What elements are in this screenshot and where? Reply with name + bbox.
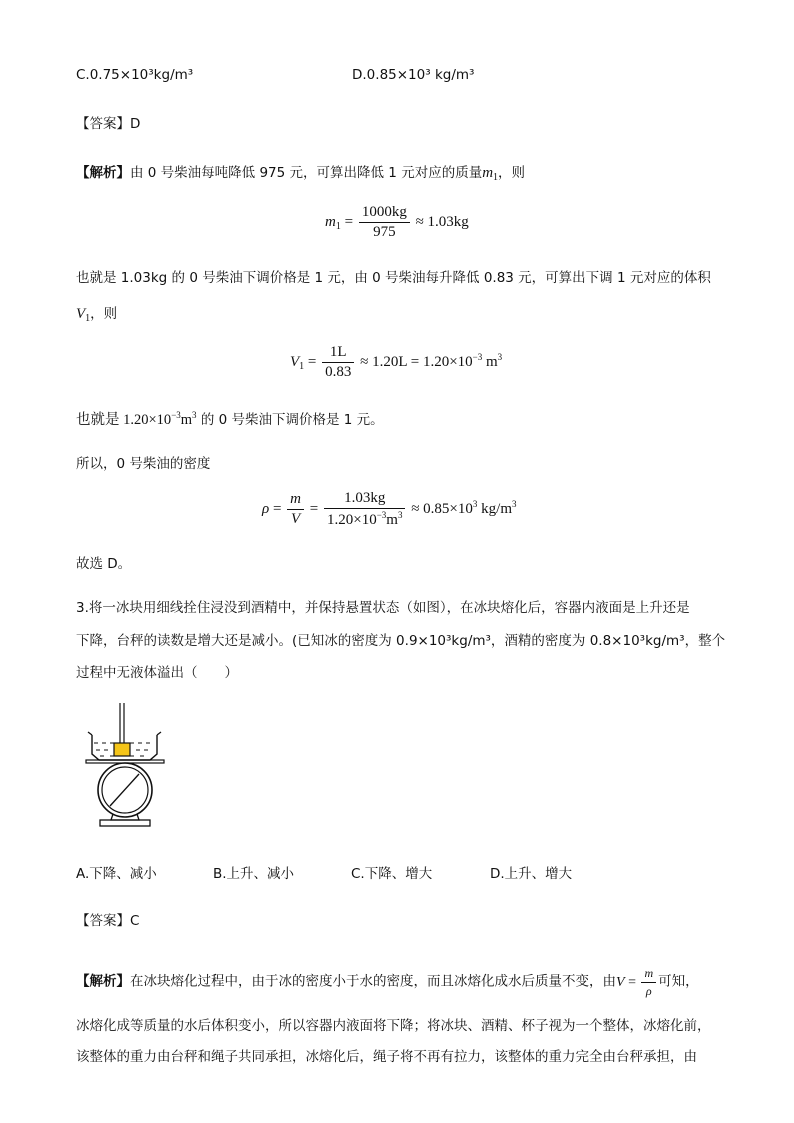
eq2-rhs-unit-exp: 3	[497, 351, 503, 362]
q3-option-a: A.下降、减小	[76, 866, 157, 882]
line3-b: m	[180, 412, 193, 428]
m1-sub: 1	[493, 172, 499, 183]
q3-option-c: C.下降、增大	[351, 866, 433, 882]
beaker-lip-right	[157, 732, 161, 735]
line3-a: 也就是 1.20×10	[76, 412, 172, 428]
q3-analysis-line-1: 【解析】在冰块熔化过程中，由于冰的密度小于水的密度，而且冰熔化成水后质量不变，由V = $\frac{m}{\rho}$ 可知，	[76, 966, 699, 998]
analysis-line-2: 也就是 1.03kg 的 0 号柴油下调价格是 1 元，由 0 号柴油每升降低 0.83 元，可算出下调 1 元对应的体积	[76, 270, 711, 286]
q3-line-2: 下降，台秤的读数是增大还是减小。(已知冰的密度为 0.9×10³kg/m³，酒精的密度为 0.8×10³kg/m³，整个	[76, 633, 726, 649]
eq1-lhs: m	[325, 213, 336, 230]
equation-density: ρ = $\frac{m}{V}$ = $\frac{1.03kg}{1.20\times 10^{-3}m^3}$ ≈ $0.85\times 10^3$ $kg/m^3$	[262, 490, 517, 528]
conclusion: 故选 D。	[76, 556, 132, 572]
eq1-rhs: ≈ 1.03kg	[415, 213, 469, 230]
eq3-den-base: 1.20×10	[326, 512, 377, 528]
eq1-fraction	[359, 204, 410, 241]
eq3-den-unit-exp: 3	[397, 510, 403, 520]
eq3-rhs-unit: kg/m	[477, 500, 512, 517]
formula-v: V	[616, 974, 625, 990]
eq2-lhs: V	[290, 353, 300, 370]
eq2-numerator: 1L	[322, 344, 354, 363]
analysis-line-1	[76, 161, 525, 183]
q3-line-3: 过程中无液体溢出（ ）	[76, 665, 238, 681]
q3-analysis-line-3: 该整体的重力由台秤和绳子共同承担，冰熔化后，绳子将不再有拉力，该整体的重力完全由台秤承担，由	[76, 1049, 697, 1065]
eq1-denominator: 975	[373, 224, 396, 240]
answer-label: 【答案】	[76, 116, 130, 132]
option-d: D.0.85×10³ kg/m³	[352, 67, 475, 83]
q3-analysis-end: 可知，	[658, 973, 699, 990]
option-c: C.0.75×10³kg/m³	[76, 67, 194, 83]
then-text: ，则	[498, 165, 526, 181]
eq3-v: V	[291, 511, 301, 527]
beaker-lip-left	[88, 732, 92, 735]
answer-q2	[76, 112, 140, 132]
eq3-denominator	[324, 509, 405, 529]
eq1-lhs-sub: 1	[335, 220, 341, 232]
eq2-rhs-unit: m	[482, 353, 498, 370]
eq2-denominator: 0.83	[325, 364, 352, 380]
eq3-fraction	[324, 490, 405, 529]
eq3-rhs-exp: 3	[472, 498, 478, 509]
eq2-lhs-sub: 1	[299, 360, 305, 372]
eq2-fraction	[322, 344, 354, 381]
eq3-rhs: ≈ 0.85×10	[411, 500, 473, 517]
scale-base	[100, 820, 150, 826]
eq1-numerator: 1000kg	[359, 204, 410, 223]
q3-option-b: B.上升、减小	[213, 866, 295, 882]
analysis-line-2b	[76, 302, 117, 324]
q3-analysis-line-2: 冰熔化成等质量的水后体积变小，所以容器内液面将下降；将冰块、酒精、杯子视为一个整体，冰熔化前，	[76, 1018, 711, 1034]
then2-text: ，则	[90, 306, 118, 322]
v1-sub: 1	[85, 313, 91, 324]
ice-cube	[114, 743, 130, 756]
v1-symbol: V	[76, 306, 86, 322]
equation-volume: $V_1$ = $\frac{1L}{0.83}$ ≈ $1.20L = 1.20\times 10^{-3}$ $m^3$	[290, 344, 503, 380]
line3-exp: −3	[171, 410, 181, 420]
q3-answer-value: C	[130, 913, 140, 929]
line3-c: 的 0 号柴油下调价格是 1 元。	[196, 412, 384, 428]
m1-symbol: m	[482, 165, 494, 181]
eq2-rhs-exp: −3	[472, 351, 483, 362]
eq3-mv-fraction	[287, 491, 304, 528]
eq2-rhs: ≈ 1.20L = 1.20×10	[360, 353, 473, 370]
scale-diagram	[80, 700, 180, 830]
analysis-label: 【解析】	[76, 165, 130, 181]
eq3-rhs-unit-exp: 3	[512, 498, 517, 509]
eq3-den-exp: −3	[376, 510, 387, 520]
analysis-line-4: 所以，0 号柴油的密度	[76, 456, 211, 472]
eq3-den-unit: m	[386, 512, 398, 528]
q3-line-1: 3.将一冰块用细线拴住浸没到酒精中，并保持悬置状态（如图），在冰块熔化后，容器内液面是上升还是	[76, 600, 690, 616]
formula-fraction	[641, 966, 656, 999]
answer-q3	[76, 909, 139, 929]
q3-option-d: D.上升、增大	[490, 866, 573, 882]
scale-needle	[110, 774, 139, 806]
q3-analysis-label: 【解析】	[76, 973, 130, 990]
eq3-numerator: 1.03kg	[324, 490, 405, 509]
equation-mass: $m_1$ = $\frac{1000kg}{975}$ ≈ 1.03kg	[325, 204, 469, 240]
analysis-line-3	[76, 408, 384, 429]
formula-rho: ρ	[645, 984, 652, 998]
eq3-m: m	[287, 491, 304, 510]
q3-answer-label: 【答案】	[76, 913, 130, 929]
answer-value: D	[130, 116, 141, 132]
formula-m: m	[641, 966, 656, 983]
analysis-text: 由 0 号柴油每吨降低 975 元，可算出降低 1 元对应的质量	[130, 165, 483, 181]
line3-exp2: 3	[192, 410, 197, 420]
eq3-rho: ρ	[262, 500, 270, 517]
q3-analysis-text: 在冰块熔化过程中，由于冰的密度小于水的密度，而且冰熔化成水后质量不变，由	[130, 973, 616, 990]
